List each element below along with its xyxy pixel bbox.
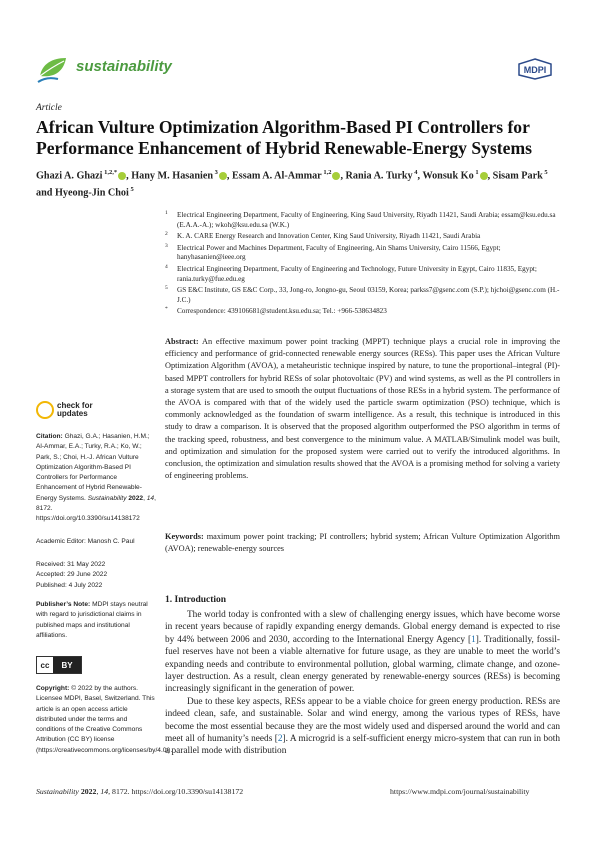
paragraph: The world today is confronted with a slew of challenging energy issues, which have become worse in recent years because of rapidly expanding energy demands. Global energy demand is expected to rise by 44% between 2006 and 2030, according to the International Energy Agency [1]. Traditionally, fossil-fuel reserves have not been a viable alternative for future usage, as they are unable to meet the world’s expanding needs and contribute to environmental pollution, global warming, climate change, and ozone-layer destruction. As a result, clean energy generated by renewable-energy sources (RESs) is becoming increasingly significant in the generation of power. [165, 610, 560, 695]
author-name: Wonsuk Ko [422, 170, 474, 182]
published-date: Published: 4 July 2022 [36, 581, 103, 589]
reference-link[interactable]: 1 [471, 634, 476, 645]
reference-link[interactable]: 2 [277, 734, 283, 745]
citation-doi[interactable]: , 8172. https://doi.org/10.3390/su14138172 [36, 494, 156, 523]
affiliation-number: 5 [165, 285, 168, 292]
check-updates-line2: updates [57, 409, 88, 418]
author-name: Sisam Park [492, 170, 543, 182]
article-type: Article [36, 103, 62, 113]
publisher-note-text: MDPI stays neutral with regard to jurisdictional claims in published maps and institutional affiliations. [36, 601, 148, 639]
affiliation-text: Correspondence: 439106681@student.ksu.edu.sa; Tel.: +966-538634823 [177, 307, 387, 316]
journal-leaf-logo-icon [36, 52, 72, 84]
citation: Citation: Ghazi, G.A.; Hasanien, H.M.; Al-Ammar, E.A.; Turky, R.A.; Ko, W.; Park, S.; Choi, H.-J. African Vulture Optimization Algorithm-Based PI Controllers for Performance Enhancement of Hybrid Renewable-Energy Systems. Sustainability 2022, 14, 8172. https://doi.org/10.3390/su14138172 [36, 433, 156, 523]
cc-by-license-icon[interactable] [36, 656, 82, 674]
by-icon: BY [53, 657, 81, 673]
citation-volume: 14 [146, 494, 155, 502]
footer-doi[interactable]: , 8172. https://doi.org/10.3390/su14138172 [108, 787, 244, 796]
orcid-icon[interactable] [118, 172, 126, 180]
copyright [36, 684, 173, 756]
affiliation-text: Electrical Engineering Department, Faculty of Engineering, King Saud University, Riyadh 11421, Saudi Arabia; essam@ksu.edu.sa (E.A.A.-A.); wkoh@ksu.edu.sa (W.K.) [177, 211, 556, 229]
keywords [165, 531, 560, 555]
accepted-date: Accepted: 29 June 2022 [36, 571, 108, 579]
abstract-text: An effective maximum power point tracking (MPPT) technique plays a crucial role in improving the efficiency and performance of grid-connected renewable energy sources (RESs). This paper uses the African Vulture Optimization Algorithm (AVOA), a metaheuristic technique inspired by nature, to tune the proportional–integral (PI)-based MPPT controllers for hybrid RESs of solar photovoltaic (PV) and wind systems, as well as the PI controllers in a storage system that are used to smooth the output fluctuations of those RESs in a hybrid system. The performance of the AVOA is compared with that of the widely used the particle swarm optimization (PSO) technique, which is commonly acknowledged as the foundation of swarm intelligence. As a result, this technique is introduced in this study to draw a comparison. It is observed that the proposed algorithm outperformed the PSO algorithm in terms of the tracking speed, robustness, and best convergence to the minimum value. A MATLAB/Simulink model was built, and optimization and simulation for the proposed system were carried out to verify the introduced algorithms. In conclusion, the optimization and simulation results showed that the AVOA is a promising method for solving a variety of engineering problems. [165, 337, 560, 481]
publication-dates [36, 560, 156, 591]
mdpi-logo-icon [517, 58, 553, 80]
publisher-note [36, 600, 156, 641]
author-name: Essam A. Al-Ammar [232, 170, 322, 182]
copyright-label: Copyright: [36, 685, 70, 692]
orcid-icon[interactable] [332, 172, 340, 180]
author-name: Rania A. Turky [345, 170, 413, 182]
citation-label: Citation: [36, 433, 63, 440]
author-list: Ghazi A. Ghazi $^{1,2,*}$ , Hany M. Hasanien $^3$ , Essam A. Al-Ammar $^{1,2}$ , Rania A. Turky $^4$, Wonsuk Ko $^1$ , Sisam Park $^5$ and Hyeong-Jin Choi $^5$ [36, 169, 548, 199]
author-affiliation-marker: 3 [213, 169, 218, 176]
affiliations [165, 211, 560, 319]
keywords-label: Keywords: [165, 532, 204, 541]
author-affiliation-marker: 4 [412, 169, 418, 176]
check-updates-icon [36, 401, 54, 419]
abstract-label: Abstract: [165, 337, 199, 346]
keywords-text: maximum power point tracking; PI controllers; hybrid system; African Vulture Optimization Algorithm (AVOA); renewable-energy sources [165, 532, 560, 554]
affiliation-item [165, 265, 560, 284]
affiliation-number: 3 [165, 242, 168, 249]
section-heading: 1. Introduction [165, 595, 227, 605]
author-affiliation-marker: 5 [128, 186, 134, 194]
affiliation-number: * [165, 306, 168, 313]
affiliation-item [165, 307, 560, 317]
author-name: Ghazi A. Ghazi [36, 170, 103, 182]
check-for-updates-button[interactable] [36, 400, 156, 424]
affiliation-text: Electrical Power and Machines Department, Faculty of Engineering, Ain Shams University, Cairo 11566, Egypt; hanyhasanien@ieee.org [177, 243, 501, 262]
affiliation-item [165, 286, 560, 305]
citation-journal: Sustainability [87, 494, 127, 502]
body-text [165, 609, 560, 758]
academic-editor: Academic Editor: Manosh C. Paul [36, 538, 135, 545]
footer-volume: 14 [100, 787, 109, 796]
affiliation-item [165, 211, 560, 230]
paper-title: African Vulture Optimization Algorithm-Based PI Controllers for Performance Enhancement of Hybrid Renewable-Energy Systems [36, 117, 532, 158]
affiliation-number: 1 [165, 210, 168, 216]
author-name: Hyeong-Jin Choi [54, 187, 129, 199]
footer-citation: Sustainability 2022, 14, 8172. https://doi.org/10.3390/su14138172 [36, 787, 244, 796]
paragraph: Due to these key aspects, RESs appear to be a viable choice for green energy production. RESs are indeed clean, safe, and sustainable. Solar and wind energy, among the various types of RESs, have become the most essential because they are the most widely used and dispersed around the world and can meet all of humanity’s needs [2]. A microgrid is a self-sufficient energy micro-system that can run in both a parallel mode with distribution [165, 696, 560, 757]
footer-journal: Sustainability [36, 787, 79, 796]
footer-journal-url[interactable]: https://www.mdpi.com/journal/sustainability [390, 787, 530, 796]
citation-text: Ghazi, G.A.; Hasanien, H.M.; Al-Ammar, E.A.; Turky, R.A.; Ko, W.; Park, S.; Choi, H.-J. African Vulture Optimization Algorithm-Based PI Controllers for Performance Enhancement of Hybrid Renewable-Energy Systems. [36, 433, 150, 502]
received-date: Received: 31 May 2022 [36, 561, 106, 568]
footer-year: 2022 [80, 787, 97, 796]
affiliation-text: K. A. CARE Energy Research and Innovation Center, King Saud University, Riyadh 11421, Saudi Arabia [177, 232, 481, 241]
affiliation-text: Electrical Engineering Department, Faculty of Engineering and Technology, Future University in Egypt, Cairo 11835, Egypt; rania.turky@fue.edu.eg [177, 264, 537, 283]
author-affiliation-marker: 1,2,* [102, 169, 118, 176]
affiliation-item [165, 232, 560, 242]
publisher-note-label: Publisher’s Note: [36, 601, 91, 608]
publisher-name: MDPI [523, 65, 547, 75]
affiliation-number: 4 [165, 263, 168, 270]
copyright-text: © 2022 by the authors. Licensee MDPI, Basel, Switzerland. This article is an open access article distributed under the terms and conditions of the Creative Commons Attribution (CC BY) license (https://creativecommons.org/licenses/by/4.0/). [36, 685, 173, 754]
affiliation-text: GS E&C Institute, GS E&C Corp., 33, Jong-ro, Jongno-gu, Seoul 03159, Korea; parkss7@gsenc.com (S.P.); hjchoi@gsenc.com (H.-J.C.) [177, 286, 560, 304]
cc-icon: cc [37, 657, 53, 673]
author-affiliation-marker: 1,2 [321, 169, 332, 176]
author-affiliation-marker: 1 [473, 169, 479, 176]
affiliation-number: 2 [165, 231, 168, 238]
author-name: Hany M. Hasanien [131, 170, 214, 182]
check-updates-line1: check for [57, 401, 93, 410]
journal-name: sustainability [76, 58, 172, 75]
author-affiliation-marker: 5 [542, 169, 548, 176]
orcid-icon[interactable] [480, 172, 488, 180]
affiliation-item [165, 244, 560, 263]
citation-year: 2022 [128, 494, 144, 502]
abstract [165, 336, 560, 482]
orcid-icon[interactable] [219, 172, 227, 180]
